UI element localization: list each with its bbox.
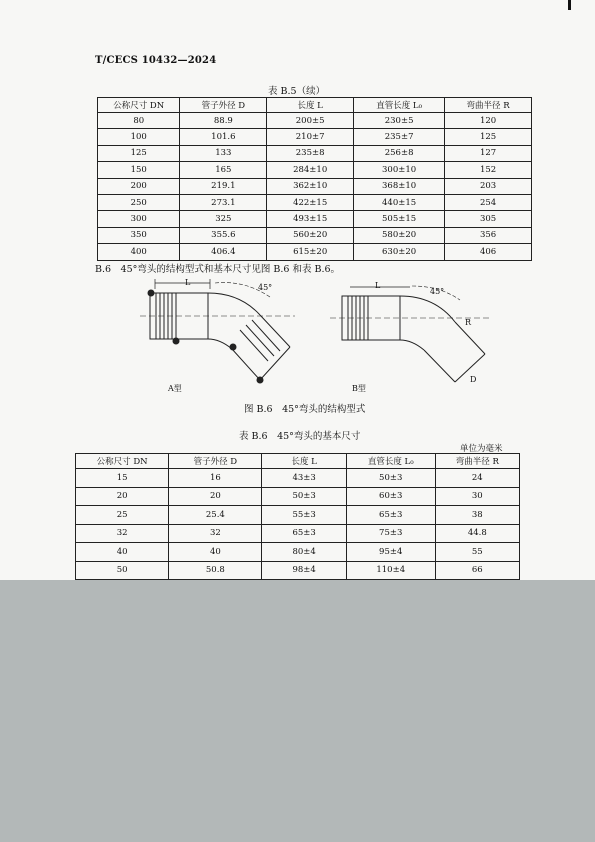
table-cell: 406.4 [180,244,267,260]
elbow-type-a-drawing [120,275,305,390]
table-cell: 505±15 [354,211,445,227]
column-header: 直管长度 L₀ [346,454,435,469]
table-cell: 55 [435,543,519,562]
table-cell: 219.1 [180,178,267,194]
table-cell: 110±4 [346,561,435,580]
scan-edge-mark [568,0,571,10]
table-cell: 152 [445,162,532,178]
table-b6-caption: 表 B.6 45°弯头的基本尺寸 [239,431,361,442]
table-cell: 16 [169,469,262,488]
table-row [98,113,532,129]
table-row [76,487,520,506]
column-header: 长度 L [262,454,346,469]
table-row [76,469,520,488]
table-cell: 80 [98,113,180,129]
table-cell: 235±7 [354,129,445,145]
column-header: 管子外径 D [180,98,267,113]
table-cell: 44.8 [435,524,519,543]
table-row [98,178,532,194]
table-cell: 65±3 [346,506,435,525]
table-row [76,524,520,543]
table-cell: 356 [445,227,532,243]
table-cell: 230±5 [354,113,445,129]
table-row [98,244,532,260]
table-cell: 25.4 [169,506,262,525]
dim-r-label: R [465,318,472,327]
table-cell: 133 [180,145,267,161]
scanner-background [0,580,595,842]
table-cell: 125 [98,145,180,161]
section-b6-text: B.6 45°弯头的结构型式和基本尺寸见图 B.6 和表 B.6。 [95,264,341,275]
table-cell: 100 [98,129,180,145]
table-b6-body [76,469,520,599]
table-cell: 210±7 [267,129,354,145]
table-header-row [76,454,520,469]
table-cell: 125 [445,129,532,145]
table-cell: 300±10 [354,162,445,178]
type-b-label: B型 [352,384,366,393]
table-cell: 630±20 [354,244,445,260]
table-row [98,129,532,145]
table-cell: 368±10 [354,178,445,194]
table-cell: 65±3 [262,524,346,543]
table-cell: 250 [98,194,180,210]
table-cell: 406 [445,244,532,260]
table-cell: 120 [445,113,532,129]
table-cell: 165 [180,162,267,178]
column-header: 长度 L [267,98,354,113]
table-cell: 50.8 [169,561,262,580]
table-cell: 80±4 [262,543,346,562]
column-header: 公称尺寸 DN [98,98,180,113]
table-cell: 440±15 [354,194,445,210]
table-cell: 305 [445,211,532,227]
table-cell: 40 [76,543,169,562]
table-cell: 355.6 [180,227,267,243]
table-cell: 150 [98,162,180,178]
table-cell: 200 [98,178,180,194]
dim-l-label-a: L [185,278,191,287]
table-cell: 50±3 [262,487,346,506]
table-header-row [98,98,532,113]
table-b6 [75,453,520,599]
column-header: 公称尺寸 DN [76,454,169,469]
table-cell: 66 [435,561,519,580]
table-b5-body [98,113,532,261]
column-header: 弯曲半径 R [435,454,519,469]
table-cell: 32 [169,524,262,543]
type-a-label: A型 [168,384,182,393]
table-cell: 95±4 [346,543,435,562]
table-b5-caption: 表 B.5（续） [268,86,326,97]
table-cell: 256±8 [354,145,445,161]
table-row [98,194,532,210]
column-header: 弯曲半径 R [445,98,532,113]
table-cell: 350 [98,227,180,243]
table-cell: 273.1 [180,194,267,210]
table-cell: 30 [435,487,519,506]
table-cell: 50 [76,561,169,580]
table-cell: 254 [445,194,532,210]
table-cell: 127 [445,145,532,161]
table-cell: 615±20 [267,244,354,260]
table-row [76,543,520,562]
angle-label-a: 45° [258,283,273,292]
table-cell: 362±10 [267,178,354,194]
table-row [98,162,532,178]
table-cell: 560±20 [267,227,354,243]
table-cell: 400 [98,244,180,260]
table-cell: 88.9 [180,113,267,129]
table-row [76,561,520,580]
table-row [98,145,532,161]
column-header: 直管长度 L₀ [354,98,445,113]
dim-d-label: D [470,375,477,384]
table-cell: 15 [76,469,169,488]
table-row [76,506,520,525]
standard-header: T/CECS 10432—2024 [95,55,217,66]
table-cell: 25 [76,506,169,525]
column-header: 管子外径 D [169,454,262,469]
table-row [98,227,532,243]
unit-note: 单位为毫米 [460,444,503,454]
table-cell: 580±20 [354,227,445,243]
table-cell: 60±3 [346,487,435,506]
table-cell: 422±15 [267,194,354,210]
table-cell: 20 [76,487,169,506]
table-cell: 24 [435,469,519,488]
table-cell: 20 [169,487,262,506]
table-cell: 235±8 [267,145,354,161]
table-cell: 38 [435,506,519,525]
table-cell: 203 [445,178,532,194]
table-cell: 200±5 [267,113,354,129]
table-row [98,211,532,227]
table-cell: 98±4 [262,561,346,580]
table-cell: 75±3 [346,524,435,543]
table-cell: 284±10 [267,162,354,178]
table-cell: 300 [98,211,180,227]
table-cell: 101.6 [180,129,267,145]
table-cell: 32 [76,524,169,543]
table-cell: 493±15 [267,211,354,227]
angle-label-b: 45° [430,287,445,296]
figure-b6-caption: 图 B.6 45°弯头的结构型式 [244,404,366,415]
dim-l-label-b: L [375,281,381,290]
table-b5 [97,97,532,261]
table-cell: 43±3 [262,469,346,488]
table-cell: 50±3 [346,469,435,488]
table-cell: 55±3 [262,506,346,525]
table-cell: 325 [180,211,267,227]
table-cell: 40 [169,543,262,562]
